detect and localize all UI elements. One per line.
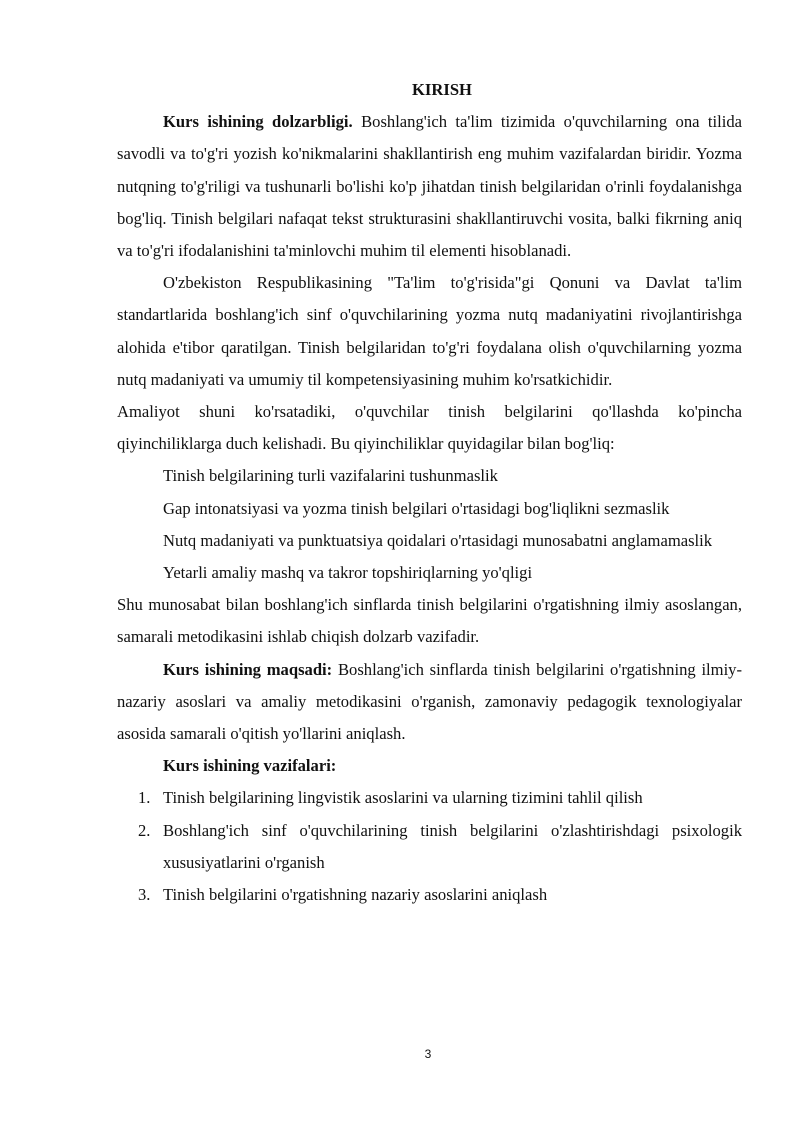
task-number: 1.	[138, 788, 151, 808]
difficulty-item: Yetarli amaliy mashq va takror topshiriqlarning yo'qligi	[163, 563, 533, 583]
relevance-text: Boshlang'ich ta'lim tizimida o'quvchilarning ona tilida savodli va to'g'ri yozish ko'nikmalarini shakllantirish eng muhim vazifalardan biridir. Yozma nutqning to'g'riligi va tushunarli bo'lishi ko'p jihatdan tinish belgilaridan o'rinli foydalanishga bog'liq. Tinish belgilari nafaqat tekst strukturasini shakllantiruvchi vosita, balki fikrning aniq va to'g'ri ifodalanishini ta'minlovchi muhim til elementi hisoblanadi.	[117, 112, 742, 261]
difficulty-item: Nutq madaniyati va punktuatsiya qoidalari o'rtasidagi munosabatni anglamamaslik	[163, 530, 713, 550]
task-number: 3.	[138, 885, 151, 905]
section-heading: KIRISH	[412, 80, 472, 99]
goal-lead: Kurs ishining maqsadi:	[163, 659, 333, 679]
task-item	[117, 815, 742, 879]
conclusion-paragraph: Shu munosabat bilan boshlang'ich sinflarda tinish belgilarini o'rgatishning ilmiy asoslangan, samarali metodikasini ishlab chiqish dolzarb vazifadir.	[117, 595, 742, 647]
task-number: 2.	[138, 820, 151, 840]
task-text: Tinish belgilarini o'rgatishning nazariy asoslarini aniqlash	[163, 885, 548, 905]
practice-paragraph: Amaliyot shuni ko'rsatadiki, o'quvchilar tinish belgilarini qo'llashda ko'pincha qiyinchiliklarga duch kelishadi. Bu qiyinchiliklar quyidagilar bilan bog'liq:	[117, 402, 742, 454]
difficulty-item: Tinish belgilarining turli vazifalarini tushunmaslik	[163, 466, 498, 486]
page-number: 3	[424, 1047, 432, 1061]
task-text: Boshlang'ich sinf o'quvchilarining tinish belgilarini o'zlashtirishdagi psixologik xususiyatlarini o'rganish	[163, 820, 742, 872]
tasks-list	[117, 782, 742, 911]
task-text: Tinish belgilarining lingvistik asoslarini va ularning tizimini tahlil qilish	[163, 788, 643, 808]
goal-paragraph	[117, 654, 742, 751]
law-paragraph: O'zbekiston Respublikasining "Ta'lim to'g'risida"gi Qonuni va Davlat ta'lim standartlarida boshlang'ich sinf o'quvchilarining yozma nutq madaniyatini rivojlantirishga alohida e'tibor qaratilgan. Tinish belgilaridan to'g'ri foydalana olish o'quvchilarning yozma nutq madaniyati va umumiy til kompetensiyasining muhim ko'rsatkichidir.	[117, 273, 742, 389]
task-item	[117, 879, 742, 911]
relevance-paragraph	[117, 106, 742, 267]
task-item	[117, 782, 742, 814]
page-content	[117, 74, 742, 911]
relevance-lead: Kurs ishining dolzarbligi.	[163, 112, 353, 132]
difficulty-item: Gap intonatsiyasi va yozma tinish belgilari o'rtasidagi bog'liqlikni sezmaslik	[163, 498, 670, 518]
tasks-heading: Kurs ishining vazifalari:	[163, 756, 337, 776]
goal-text: Boshlang'ich sinflarda tinish belgilarini o'rgatishning ilmiy-nazariy asoslari va amaliy metodikasini o'rganish, zamonaviy pedagogik texnologiyalar asosida samarali o'qitish yo'llarini aniqlash.	[117, 659, 742, 744]
